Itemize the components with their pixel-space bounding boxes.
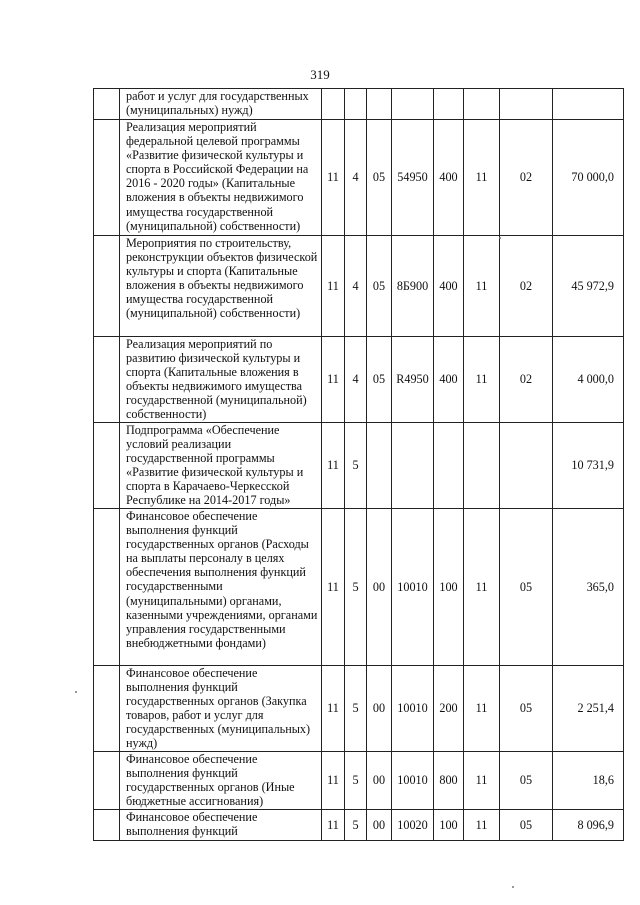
row-code-c3: 00 <box>367 752 392 810</box>
row-code-c7: 05 <box>500 810 553 841</box>
row-code-c7: 02 <box>500 236 553 337</box>
row-code-c7 <box>500 423 553 509</box>
row-blank-cell <box>94 89 120 120</box>
table-row <box>94 509 624 666</box>
row-code-c1: 11 <box>322 752 345 810</box>
row-code-c6 <box>464 423 500 509</box>
row-code-c6: 11 <box>464 810 500 841</box>
row-amount: 2 251,4 <box>553 666 624 752</box>
row-amount: 45 972,9 <box>553 236 624 337</box>
row-code-c4: R4950 <box>392 337 434 423</box>
table-row <box>94 752 624 810</box>
row-code-c4: 10020 <box>392 810 434 841</box>
row-amount: 365,0 <box>553 509 624 666</box>
scan-speck <box>499 237 501 239</box>
budget-table <box>93 88 624 841</box>
row-amount: 18,6 <box>553 752 624 810</box>
table-row <box>94 120 624 236</box>
row-code-c1 <box>322 89 345 120</box>
row-code-c1: 11 <box>322 509 345 666</box>
row-code-c4 <box>392 423 434 509</box>
row-description: работ и услуг для государственных (муниципальных) нужд) <box>120 89 322 120</box>
row-code-c2: 5 <box>345 810 367 841</box>
row-code-c6: 11 <box>464 337 500 423</box>
row-code-c3: 05 <box>367 120 392 236</box>
row-code-c1: 11 <box>322 810 345 841</box>
row-code-c7: 02 <box>500 337 553 423</box>
row-code-c1: 11 <box>322 236 345 337</box>
page-number: 319 <box>310 67 330 82</box>
row-blank-cell <box>94 423 120 509</box>
row-amount: 70 000,0 <box>553 120 624 236</box>
row-code-c7: 05 <box>500 509 553 666</box>
scan-speck <box>512 886 514 888</box>
row-blank-cell <box>94 752 120 810</box>
row-amount <box>553 89 624 120</box>
row-amount: 4 000,0 <box>553 337 624 423</box>
row-code-c5 <box>434 89 464 120</box>
row-code-c3: 00 <box>367 810 392 841</box>
table-row <box>94 666 624 752</box>
row-code-c3: 00 <box>367 666 392 752</box>
row-blank-cell <box>94 337 120 423</box>
row-code-c2: 5 <box>345 666 367 752</box>
row-blank-cell <box>94 236 120 337</box>
row-description: Финансовое обеспечение выполнения функций государственных органов (Расходы на выплаты персоналу в целях обеспечения выполнения функций государственными (муниципальными) органами, казенными учреждениями, органами управления государственными внебюджетными фондами) <box>120 509 322 666</box>
row-code-c4: 54950 <box>392 120 434 236</box>
row-code-c2: 4 <box>345 120 367 236</box>
row-code-c6: 11 <box>464 120 500 236</box>
row-code-c5: 100 <box>434 509 464 666</box>
scan-speck <box>75 691 77 693</box>
row-code-c1: 11 <box>322 666 345 752</box>
row-blank-cell <box>94 666 120 752</box>
row-code-c6: 11 <box>464 509 500 666</box>
row-code-c2: 5 <box>345 509 367 666</box>
row-code-c2: 5 <box>345 423 367 509</box>
row-description: Реализация мероприятий федеральной целевой программы «Развитие физической культуры и спорта в Российской Федерации на 2016 - 2020 годы» (Капитальные вложения в объекты недвижимого имущества государственной (муниципальной) собственности) <box>120 120 322 236</box>
row-code-c5: 200 <box>434 666 464 752</box>
table-row <box>94 423 624 509</box>
table-row <box>94 810 624 841</box>
row-amount: 8 096,9 <box>553 810 624 841</box>
row-code-c6 <box>464 89 500 120</box>
row-code-c4: 10010 <box>392 752 434 810</box>
row-description: Мероприятия по строительству, реконструкции объектов физической культуры и спорта (Капитальные вложения в объекты недвижимого имущества государственной (муниципальной) собственности) <box>120 236 322 337</box>
row-code-c5: 800 <box>434 752 464 810</box>
row-description: Финансовое обеспечение выполнения функций <box>120 810 322 841</box>
row-code-c3: 05 <box>367 337 392 423</box>
row-description: Подпрограмма «Обеспечение условий реализации государственной программы «Развитие физической культуры и спорта в Карачаево-Черкесской Республике на 2014-2017 годы» <box>120 423 322 509</box>
row-code-c3: 00 <box>367 509 392 666</box>
table-row <box>94 337 624 423</box>
row-code-c4: 8Б900 <box>392 236 434 337</box>
row-code-c7: 02 <box>500 120 553 236</box>
row-code-c7: 05 <box>500 666 553 752</box>
row-code-c4 <box>392 89 434 120</box>
row-code-c1: 11 <box>322 337 345 423</box>
row-blank-cell <box>94 509 120 666</box>
row-amount: 10 731,9 <box>553 423 624 509</box>
row-code-c4: 10010 <box>392 509 434 666</box>
row-code-c2: 4 <box>345 337 367 423</box>
table-row <box>94 89 624 120</box>
row-code-c6: 11 <box>464 666 500 752</box>
row-code-c5: 400 <box>434 337 464 423</box>
row-code-c4: 10010 <box>392 666 434 752</box>
row-blank-cell <box>94 120 120 236</box>
table-row <box>94 236 624 337</box>
row-code-c6: 11 <box>464 236 500 337</box>
row-code-c2 <box>345 89 367 120</box>
row-code-c7 <box>500 89 553 120</box>
row-code-c3 <box>367 423 392 509</box>
row-code-c2: 4 <box>345 236 367 337</box>
row-code-c6: 11 <box>464 752 500 810</box>
row-code-c5: 400 <box>434 236 464 337</box>
row-code-c7: 05 <box>500 752 553 810</box>
row-description: Реализация мероприятий по развитию физической культуры и спорта (Капитальные вложения в объекты недвижимого имущества государственной (муниципальной) собственности) <box>120 337 322 423</box>
row-code-c3 <box>367 89 392 120</box>
row-code-c1: 11 <box>322 120 345 236</box>
row-description: Финансовое обеспечение выполнения функций государственных органов (Закупка товаров, работ и услуг для государственных (муниципальных) нужд) <box>120 666 322 752</box>
row-description: Финансовое обеспечение выполнения функций государственных органов (Иные бюджетные ассигнования) <box>120 752 322 810</box>
row-code-c5: 100 <box>434 810 464 841</box>
row-code-c5 <box>434 423 464 509</box>
row-code-c3: 05 <box>367 236 392 337</box>
row-code-c5: 400 <box>434 120 464 236</box>
row-code-c1: 11 <box>322 423 345 509</box>
row-blank-cell <box>94 810 120 841</box>
row-code-c2: 5 <box>345 752 367 810</box>
